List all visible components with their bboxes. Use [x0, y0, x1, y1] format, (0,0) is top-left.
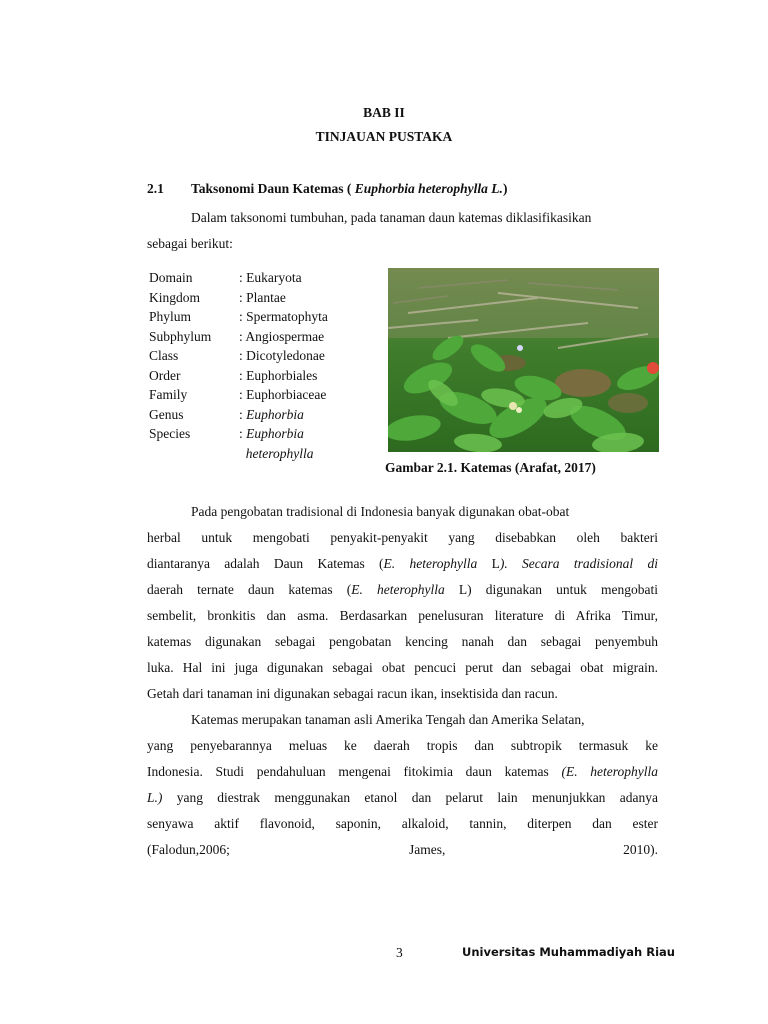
para2-line: Indonesia. Studi pendahuluan mengenai fitokimia daun katemas (E. heterophylla — [147, 764, 658, 779]
genus-name: Euphorbia — [246, 406, 304, 422]
taxonomy-rank: Family — [149, 387, 188, 402]
taxonomy-value: : Euphorbia — [239, 426, 304, 441]
citation-year: 2010). — [623, 842, 658, 857]
taxonomy-value: : Angiospermae — [239, 328, 325, 344]
taxonomy-row — [149, 268, 328, 288]
section-heading — [147, 181, 507, 197]
taxonomy-row — [149, 307, 328, 327]
intro-line-2: sebagai berikut: — [147, 236, 233, 251]
katemas-photo — [388, 268, 659, 452]
taxonomy-value: : Eukaryota — [239, 270, 302, 285]
chapter-number: BAB II — [363, 105, 405, 120]
taxonomy-rank: Order — [149, 367, 181, 383]
citation-falodun: (Falodun,2006; — [147, 842, 230, 857]
para1-line: diantaranya adalah Daun Katemas (E. heterophylla L). Secara tradisional di — [147, 556, 658, 571]
taxonomy-rank: Species — [149, 426, 191, 441]
citation-james: James, — [409, 842, 446, 857]
taxonomy-rank: Kingdom — [149, 289, 201, 305]
taxonomy-rank: Subphylum — [149, 328, 212, 344]
species-name-line-1: Euphorbia — [246, 426, 304, 441]
para2-line: L.) yang diestrak menggunakan etanol dan pelarut lain menunjukkan adanya — [147, 790, 658, 805]
section-title-prefix: Taksonomi Daun Katemas ( — [191, 181, 355, 196]
taxonomy-value: : Spermatophyta — [239, 309, 328, 324]
taxonomy-rank: Genus — [149, 406, 184, 422]
para1-line: daerah ternate daun katemas (E. heterophylla L) digunakan untuk mengobati — [147, 582, 658, 597]
para2-line: senyawa aktif flavonoid, saponin, alkaloid, tannin, diterpen dan ester — [147, 816, 658, 831]
intro-line-1: Dalam taksonomi tumbuhan, pada tanaman daun katemas diklasifikasikan — [191, 210, 592, 225]
taxonomy-row — [149, 346, 328, 366]
para1-line: sembelit, bronkitis dan asma. Berdasarkan penelusuran literature di Afrika Timur, — [147, 608, 658, 623]
para1-line: luka. Hal ini juga digunakan sebagai obat pencuci perut dan sebagai obat migrain. — [147, 660, 658, 675]
taxonomy-row — [149, 366, 328, 386]
section-number: 2.1 — [147, 181, 164, 196]
taxonomy-row — [149, 424, 328, 444]
taxonomy-value: : Dicotyledonae — [239, 348, 325, 363]
species-name-line-2: heterophylla — [245, 445, 314, 461]
para1-line: Pada pengobatan tradisional di Indonesia banyak digunakan obat-obat — [191, 504, 570, 519]
figure-caption: Gambar 2.1. Katemas (Arafat, 2017) — [385, 460, 596, 475]
chapter-title: TINJAUAN PUSTAKA — [315, 129, 453, 144]
katemas-plant-image — [388, 268, 659, 452]
taxonomy-rank: Domain — [149, 270, 193, 285]
taxonomy-rank: Phylum — [149, 309, 192, 324]
footer-university: Universitas Muhammadiyah Riau — [462, 945, 675, 959]
para1-line: herbal untuk mengobati penyakit-penyakit yang disebabkan oleh bakteri — [147, 530, 658, 545]
taxonomy-row — [149, 405, 328, 425]
taxonomy-row — [149, 385, 328, 405]
taxonomy-value: : Euphorbia — [239, 406, 304, 422]
section-title-species: Euphorbia heterophylla L. — [354, 181, 503, 196]
para2-line: yang penyebarannya meluas ke daerah tropis dan subtropik termasuk ke — [147, 738, 658, 753]
taxonomy-rank: Class — [149, 348, 179, 363]
para1-line: katemas digunakan sebagai pengobatan kencing nanah dan sebagai penyembuh — [147, 634, 658, 649]
taxonomy-row — [149, 288, 328, 308]
taxonomy-table — [149, 268, 328, 463]
taxonomy-row — [149, 327, 328, 347]
para1-line: Getah dari tanaman ini digunakan sebagai racun ikan, insektisida dan racun. — [147, 686, 558, 701]
taxonomy-row — [149, 444, 328, 464]
taxonomy-value: : Euphorbiales — [239, 367, 318, 383]
taxonomy-value: : Euphorbiaceae — [239, 387, 327, 402]
page-number: 3 — [396, 945, 403, 960]
para2-line: Katemas merupakan tanaman asli Amerika Tengah dan Amerika Selatan, — [191, 712, 585, 727]
section-title-suffix: ) — [502, 181, 508, 196]
taxonomy-value: : Plantae — [239, 289, 286, 305]
